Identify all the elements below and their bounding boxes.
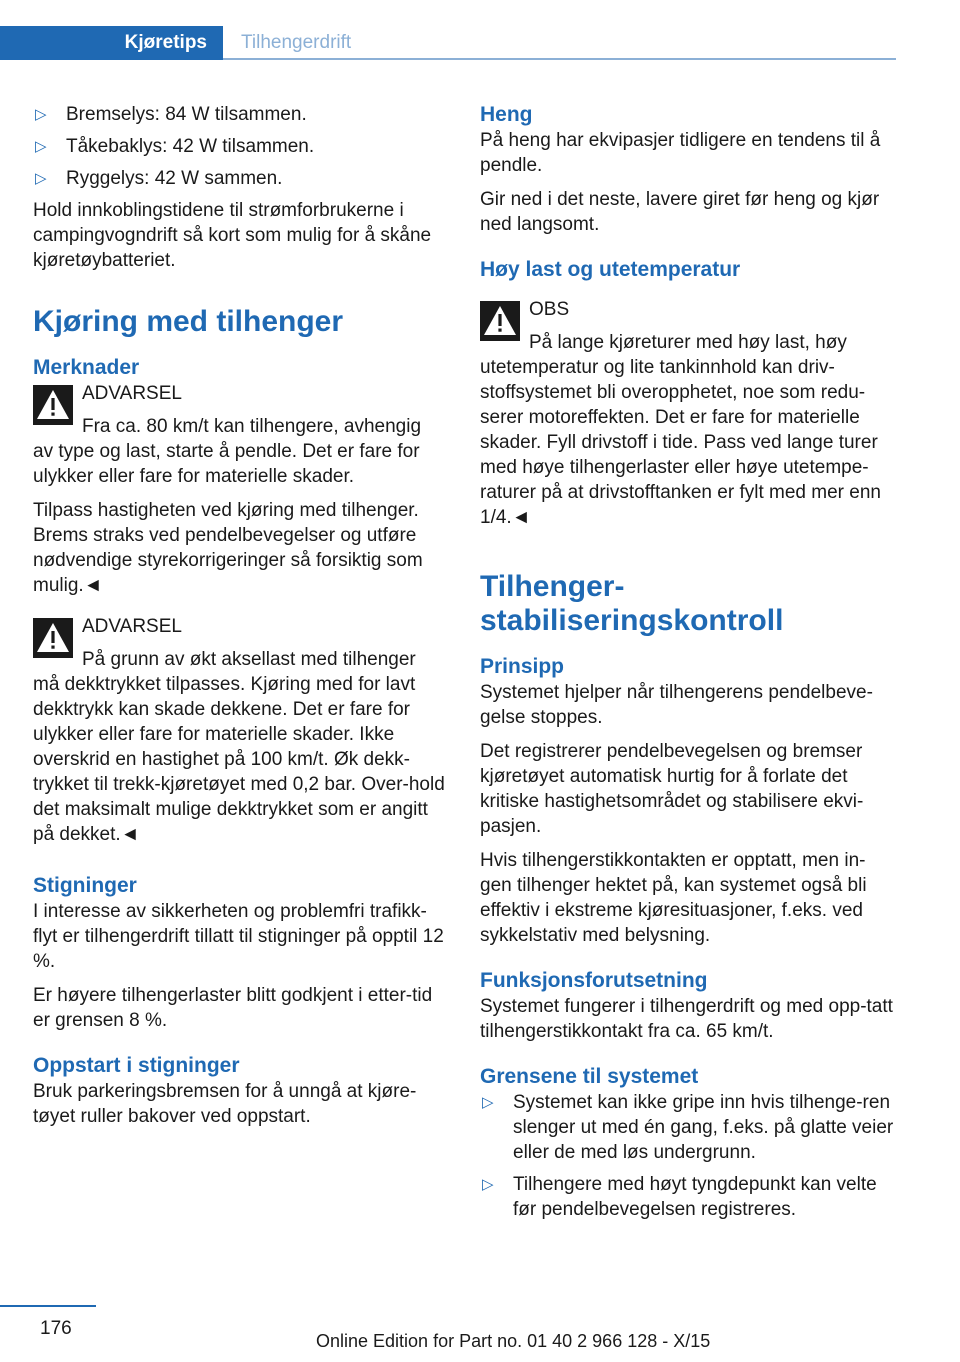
funksjon-paragraph: Systemet fungerer i tilhengerdrift og med opp-tatt tilhengerstikkontakt fra ca. 65 km/t. bbox=[480, 996, 893, 1042]
page-number: 176 bbox=[40, 1318, 72, 1339]
list-item: ▷ Ryggelys: 42 W sammen. bbox=[35, 168, 283, 189]
warning-triangle-icon bbox=[480, 301, 520, 341]
stigninger-paragraph-1: I interesse av sikkerheten og problemfri trafikk-flyt er tilhengerdrift tillatt til stigninger på opptil 12 %. bbox=[33, 901, 444, 972]
warning-triangle-icon bbox=[33, 618, 73, 658]
warning-text-continued: Tilpass hastigheten ved kjøring med tilhenger. Brems straks ved pendelbevegelser og utføre nødvendige styrekorrigeringer så forsiktig som mulig.◄ bbox=[33, 500, 423, 596]
heading-grensene: Grensene til systemet bbox=[480, 1065, 699, 1088]
heading-stigninger: Stigninger bbox=[33, 874, 137, 897]
heng-paragraph-1: På heng har ekvipasjer tidligere en tendens til å pendle. bbox=[480, 130, 881, 176]
list-item: ▷ Bremselys: 84 W tilsammen. bbox=[35, 104, 307, 125]
heading-merknader: Merknader bbox=[33, 356, 140, 379]
list-item: ▷ Systemet kan ikke gripe inn hvis tilhenge-ren slenger ut med én gang, f.eks. på glatte veier eller de med løs undergrunn. bbox=[482, 1092, 894, 1163]
heading-funksjonsforutsetning: Funksjonsforutsetning bbox=[480, 969, 708, 992]
triangle-bullet-icon: ▷ bbox=[35, 138, 47, 155]
heading-prinsipp: Prinsipp bbox=[480, 655, 565, 678]
warning-title: ADVARSEL bbox=[82, 616, 182, 637]
warning-triangle-icon bbox=[33, 385, 73, 425]
intro-paragraph: Hold innkoblingstidene til strømforbrukerne i campingvogndrift så kort som mulig for å skåne kjøretøybatteriet. bbox=[33, 200, 432, 271]
section-title-kjoring: Kjøring med tilhenger bbox=[33, 305, 344, 338]
triangle-bullet-icon: ▷ bbox=[35, 106, 47, 123]
limits-list bbox=[480, 1090, 896, 1222]
warning-text: Fra ca. 80 km/t kan tilhengere, avhengig av type og last, starte å pendle. Det er fare for ulykker eller fare for materielle skader. bbox=[33, 416, 422, 487]
tab-tilhengerdrift[interactable]: Tilhengerdrift bbox=[223, 26, 896, 60]
section-title-stabilisering: Tilhenger-stabiliseringskontroll bbox=[480, 570, 784, 637]
triangle-bullet-icon: ▷ bbox=[482, 1094, 494, 1111]
triangle-bullet-icon: ▷ bbox=[35, 170, 47, 187]
prinsipp-paragraph-3: Hvis tilhengerstikkontakten er opptatt, men in-gen tilhenger hektet på, kan systemet også bli effektiv i ekstreme kjøresituasjoner, f.eks. ved sykkelstativ med belysning. bbox=[480, 850, 867, 946]
warning-title: ADVARSEL bbox=[82, 383, 182, 404]
edition-note: Online Edition for Part no. 01 40 2 966 128 - X/15 bbox=[316, 1331, 711, 1351]
obs-block bbox=[480, 297, 896, 530]
tab-kjoretips[interactable]: Kjøretips bbox=[0, 26, 223, 60]
obs-title: OBS bbox=[529, 299, 570, 320]
stigninger-paragraph-2: Er høyere tilhengerlaster blitt godkjent i etter-tid er grensen 8 %. bbox=[33, 985, 433, 1031]
warning-text: På grunn av økt aksellast med tilhenger må dekktrykket tilpasses. Kjøring med for lavt dekktrykk kan skade dekkene. Det er fare for ulykker eller fare for materielle skader. Ikke overskrid en hastighet på 100 km/t. Øk dekk-trykket til trekk-kjøretøyet med 0,2 bar. Over-hold det maksimalt mulige dekktrykket som er angitt på dekket.◄ bbox=[33, 649, 445, 845]
prinsipp-paragraph-1: Systemet hjelper når tilhengerens pendelbeve-gelse stoppes. bbox=[480, 682, 873, 728]
heading-hoy-last: Høy last og utetemperatur bbox=[480, 258, 741, 281]
heading-heng: Heng bbox=[480, 103, 533, 126]
warning-block-2 bbox=[33, 614, 446, 847]
triangle-bullet-icon: ▷ bbox=[482, 1176, 494, 1193]
prinsipp-paragraph-2: Det registrerer pendelbevegelsen og bremser kjøretøyet automatisk hurtig for å forlate det kritiske hastighetsområdet og stabilisere ekvi-pasjen. bbox=[480, 741, 864, 837]
header-tabs bbox=[0, 26, 896, 60]
left-column bbox=[33, 102, 446, 1138]
footer-rule bbox=[0, 1305, 96, 1307]
lamp-list bbox=[33, 102, 446, 191]
oppstart-paragraph: Bruk parkeringsbremsen for å unngå at kjøre-tøyet ruller bakover ved oppstart. bbox=[33, 1081, 417, 1127]
warning-block-1 bbox=[33, 381, 446, 489]
heading-oppstart: Oppstart i stigninger bbox=[33, 1054, 240, 1077]
list-item: ▷ Tilhengere med høyt tyngdepunkt kan velte før pendelbevegelsen registreres. bbox=[482, 1174, 877, 1220]
list-item: ▷ Tåkebaklys: 42 W tilsammen. bbox=[35, 136, 315, 157]
obs-text: På lange kjøreturer med høy last, høy utetemperatur og lite tankinnhold kan driv-stoffsystemet bli overopphetet, noe som redu-serer motoreffekten. Det er fare for materielle skader. Fyll drivstoff i tide. Pass ved lange turer med høye tilhengerlaster eller høye utetempe-raturer på at drivstofftanken er fylt med mer enn 1/4.◄ bbox=[480, 332, 881, 528]
heng-paragraph-2: Gir ned i det neste, lavere giret før heng og kjør ned langsomt. bbox=[480, 189, 880, 235]
right-column bbox=[480, 102, 896, 1229]
